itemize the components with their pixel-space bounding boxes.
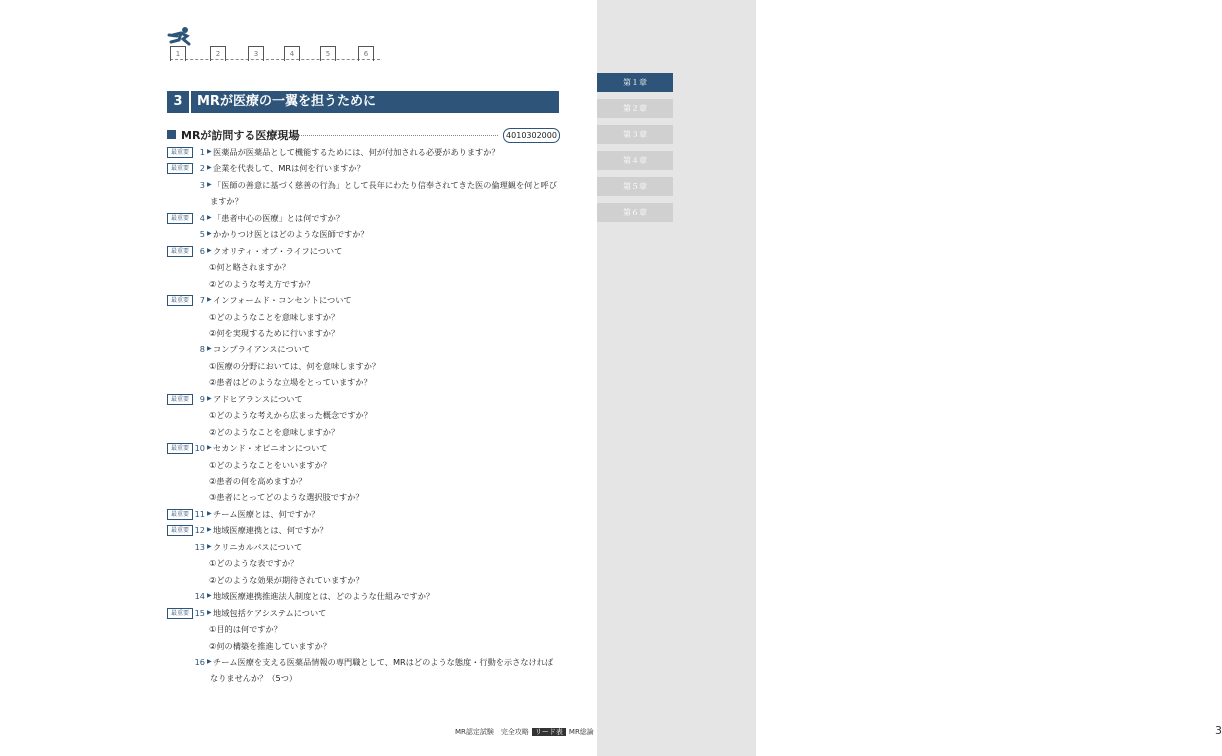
question-text: インフォームド・コンセントについて — [213, 295, 352, 306]
arrow-icon: ▶ — [207, 246, 212, 254]
sub-question-text: ①どのような表ですか？ — [209, 558, 299, 569]
question-text: 「患者中心の医療」とは何ですか？ — [213, 212, 345, 223]
arrow-icon: ▶ — [207, 394, 212, 402]
page — [0, 0, 597, 756]
chapter-tab-2[interactable]: 第２章 — [597, 99, 673, 118]
question-number: 5 — [199, 229, 205, 240]
arrow-icon: ▶ — [207, 148, 212, 155]
question-row — [0, 441, 597, 455]
importance-badge: 最重要 — [167, 295, 193, 306]
question-row — [0, 293, 597, 307]
arrow-icon: ▶ — [207, 592, 212, 600]
sub-question-text: ②何の構築を推進していますか？ — [209, 640, 331, 651]
chapter-tab-5[interactable]: 第５章 — [597, 177, 673, 196]
sub-question-text: ②どのようなことを意味しますか？ — [209, 426, 340, 437]
question-row — [0, 178, 597, 192]
importance-badge: 最重要 — [167, 147, 193, 158]
chapter-sidebar — [597, 0, 1222, 756]
arrow-icon: ▶ — [207, 509, 212, 517]
arrow-icon: ▶ — [207, 444, 212, 452]
question-text: なりませんか？（5つ） — [210, 673, 298, 684]
chapter-progress-hurdles — [170, 46, 380, 62]
question-number: 7 — [199, 295, 205, 306]
arrow-icon: ▶ — [207, 608, 212, 616]
question-row — [0, 458, 597, 472]
arrow-icon: ▶ — [207, 180, 212, 188]
chapter-title: MRが医療の一翼を担うために — [197, 94, 376, 109]
question-number: 9 — [199, 393, 205, 404]
question-text: 医薬品が医薬品として機能するためには、何が付加される必要がありますか？ — [213, 147, 500, 157]
question-text: チーム医療を支える医薬品情報の専門職として、MRはどのような態度・行動を示さなければ — [213, 656, 554, 667]
arrow-icon: ▶ — [207, 345, 212, 353]
question-number: 6 — [199, 245, 205, 256]
question-row — [0, 392, 597, 406]
question-row — [0, 145, 597, 159]
question-row — [0, 639, 597, 653]
question-row — [0, 622, 597, 636]
question-number: 15 — [194, 607, 205, 618]
question-row — [0, 244, 597, 258]
sub-question-text: ②どのような考え方ですか？ — [209, 278, 315, 289]
footer-book-title: MR認定試験 完全攻略 — [455, 728, 529, 736]
question-row — [0, 326, 597, 340]
question-number: 3 — [199, 179, 205, 190]
question-row — [0, 540, 597, 554]
importance-badge: 最重要 — [167, 246, 193, 257]
hurdle-3: 3 — [248, 46, 264, 61]
question-row — [0, 589, 597, 603]
importance-badge: 最重要 — [167, 443, 193, 454]
arrow-icon: ▶ — [207, 296, 212, 304]
leader-dots — [296, 135, 498, 136]
question-row — [0, 523, 597, 537]
arrow-icon: ▶ — [207, 213, 212, 221]
question-number: 10 — [194, 443, 205, 454]
question-row — [0, 573, 597, 587]
question-text: かかりつけ医とはどのような医師ですか？ — [213, 229, 369, 240]
chapter-number: 3 — [167, 91, 191, 113]
sub-question-text: ③患者にとってどのような選択肢ですか？ — [209, 492, 364, 503]
question-text: 「医師の善意に基づく慈善の行為」として長年にわたり信奉されてきた医の倫理観を何と呼び — [213, 179, 557, 190]
chapter-tab-4[interactable]: 第４章 — [597, 151, 673, 170]
question-text: 企業を代表して、MRは何を行いますか？ — [213, 163, 365, 174]
hurdle-5: 5 — [320, 46, 336, 61]
question-text: 地域包括ケアシステムについて — [213, 607, 327, 618]
question-row — [0, 655, 597, 669]
importance-badge: 最重要 — [167, 163, 193, 174]
sub-question-text: ①どのようなことをいいますか？ — [209, 459, 331, 470]
question-row — [0, 359, 597, 373]
sub-question-text: ①目的は何ですか？ — [209, 624, 282, 635]
question-number: 14 — [194, 591, 205, 602]
importance-badge: 最重要 — [167, 525, 193, 536]
footer-highlight: リード表 — [532, 728, 566, 736]
hurdle-4: 4 — [284, 46, 300, 61]
hurdler-runner-icon — [167, 26, 193, 48]
question-text: クリニカルパスについて — [213, 541, 303, 552]
sub-question-text: ②何を実現するために行いますか？ — [209, 327, 340, 338]
page-number: 3 — [1215, 724, 1222, 737]
question-row — [0, 507, 597, 521]
section-marker-icon — [167, 130, 176, 139]
question-number: 8 — [199, 344, 205, 355]
hurdle-1: 1 — [170, 46, 186, 61]
arrow-icon: ▶ — [207, 526, 212, 534]
question-number: 12 — [194, 525, 205, 536]
question-number: 4 — [199, 212, 205, 223]
question-text: コンプライアンスについて — [213, 344, 311, 355]
importance-badge: 最重要 — [167, 608, 193, 619]
sub-question-text: ①どのようなことを意味しますか？ — [209, 311, 340, 322]
hurdle-2: 2 — [210, 46, 226, 61]
importance-badge: 最重要 — [167, 509, 193, 520]
question-text: アドヒアランスについて — [213, 393, 303, 404]
question-row — [0, 671, 597, 685]
question-row — [0, 227, 597, 241]
question-number: 13 — [194, 541, 205, 552]
arrow-icon: ▶ — [207, 230, 212, 238]
section-code: 4010302000 — [503, 128, 560, 143]
question-number: 11 — [194, 508, 205, 519]
arrow-icon: ▶ — [207, 164, 212, 172]
hurdle-6: 6 — [358, 46, 374, 61]
question-row — [0, 490, 597, 504]
question-text: 地域医療連携とは、何ですか？ — [213, 525, 328, 536]
chapter-title-bar — [167, 91, 559, 113]
footer — [455, 727, 594, 737]
sub-question-text: ②患者はどのような立場をとっていますか？ — [209, 377, 372, 388]
footer-part: MR総論 — [568, 728, 594, 736]
question-row — [0, 474, 597, 488]
arrow-icon: ▶ — [207, 542, 212, 550]
question-row — [0, 161, 597, 175]
question-number: 2 — [199, 163, 205, 174]
question-text: チーム医療とは、何ですか？ — [213, 508, 320, 519]
question-row — [0, 375, 597, 389]
question-row — [0, 194, 597, 208]
question-row — [0, 425, 597, 439]
question-text: ますか？ — [210, 196, 243, 207]
section-title: MRが訪問する医療現場 — [181, 129, 300, 142]
question-row — [0, 211, 597, 225]
question-row — [0, 606, 597, 620]
question-number: 16 — [194, 656, 205, 667]
question-row — [0, 342, 597, 356]
question-row — [0, 277, 597, 291]
importance-badge: 最重要 — [167, 394, 193, 405]
question-text: 地域医療連携推進法人制度とは、どのような仕組みですか？ — [213, 591, 435, 602]
question-row — [0, 556, 597, 570]
chapter-tab-3[interactable]: 第３章 — [597, 125, 673, 144]
question-row — [0, 260, 597, 274]
question-row — [0, 408, 597, 422]
importance-badge: 最重要 — [167, 213, 193, 224]
question-text: クオリティ・オブ・ライフについて — [213, 245, 343, 256]
chapter-tab-1[interactable]: 第１章 — [597, 73, 673, 92]
sub-question-text: ①医療の分野においては、何を意味しますか？ — [209, 360, 381, 371]
sub-question-text: ①どのような考えから広まった概念ですか？ — [209, 410, 372, 421]
chapter-tab-6[interactable]: 第６章 — [597, 203, 673, 222]
question-number: 1 — [199, 147, 205, 157]
sub-question-text: ②患者の何を高めますか？ — [209, 476, 307, 486]
question-text: セカンド・オピニオンについて — [213, 443, 328, 454]
sub-question-text: ②どのような効果が期待されていますか？ — [209, 574, 364, 585]
question-row — [0, 310, 597, 324]
sub-question-text: ①何と略されますか？ — [209, 262, 291, 273]
arrow-icon: ▶ — [207, 657, 212, 665]
